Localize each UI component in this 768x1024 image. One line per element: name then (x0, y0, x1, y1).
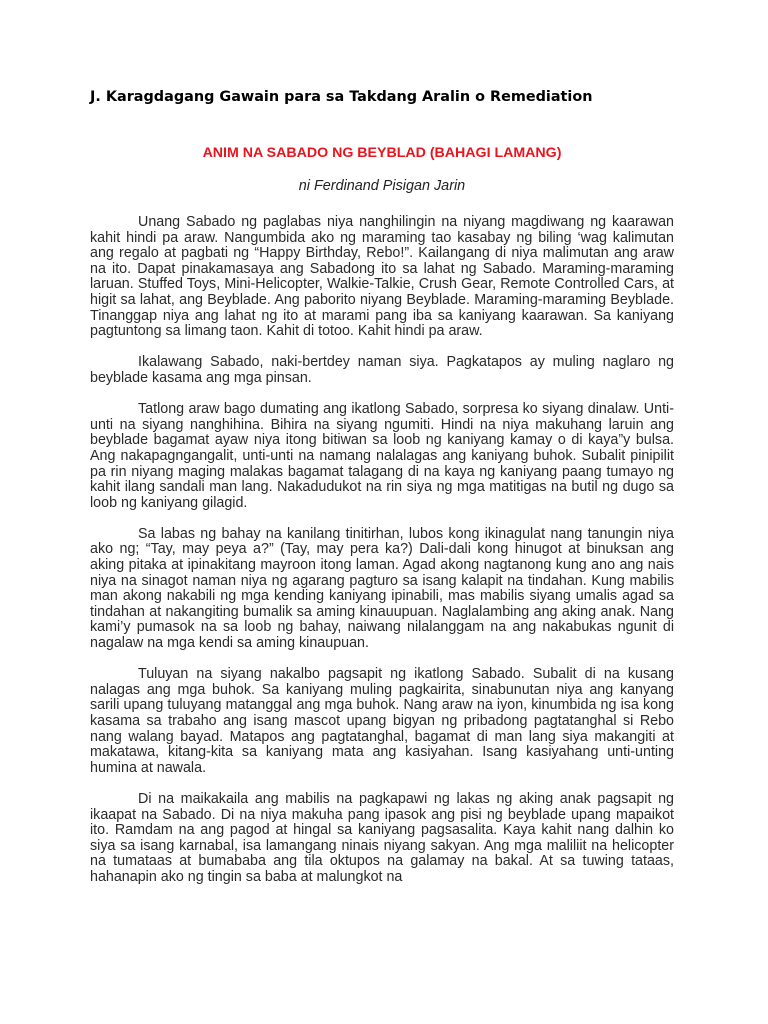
section-heading: J. Karagdagang Gawain para sa Takdang Aralin o Remediation (90, 89, 593, 105)
story-byline: ni Ferdinand Pisigan Jarin (298, 178, 466, 194)
story-paragraph: Tatlong araw bago dumating ang ikatlong Sabado, sorpresa ko siyang dinalaw. Unti-unti na siyang nanghihina. Bihira na siyang ngumiti. Hindi na niya makuhang laruin ang beyblade bagamat ayaw niya itong bitiwan sa loob ng kaniyang kamay o di kaya”y bulsa. Ang nakapagngangalit, unti-unti na namang nalalagas ang kaniyang buhok. Subalit pinipilit pa rin niyang maging malakas bagamat talagang di na kaya ng kaniyang paang tumayo ng kahit ilang sandali man lang. Nakadudukot na rin siya ng mga matitigas na butil ng dugo sa loob ng kaniyang gilagid. (90, 401, 674, 511)
story-paragraph: Sa labas ng bahay na kanilang tinitirhan, lubos kong ikinagulat nang tanungin niya ako ng; “Tay, may peya a?” (Tay, may pera ka?) Dali-dali kong hinugot at binuksan ang aking pitaka at ipinakitang mayroon itong laman. Agad akong nagtanong kung ano ang nais niya na sinagot naman niya ng agarang pagturo sa isang kalapit na tindahan. Kung mabilis man akong nakabili ng mga kending kaniyang ipinabili, mas mabilis siyang umalis agad sa tindahan at nakangiting bumalik sa aming kinauupuan. Naglalambing ang aking anak. Nang kami’y pumasok na sa loob ng bahay, naiwang nilalanggam na ang nakabukas ngunit di nagalaw na mga kendi sa aming kinaupuan. (90, 525, 674, 652)
story-title: ANIM NA SABADO NG BEYBLAD (BAHAGI LAMANG) (202, 145, 562, 161)
story-paragraph: Ikalawang Sabado, naki-bertdey naman siya. Pagkatapos ay muling naglaro ng beyblade kasama ang mga pinsan. (90, 354, 674, 386)
story-paragraph: Tuluyan na siyang nakalbo pagsapit ng ikatlong Sabado. Subalit di na kusang nalagas ang mga buhok. Sa kaniyang muling pagkairita, sinabunutan niya ang kanyang sarili upang tuluyang matanggal ang mga buhok. Nang araw na iyon, kinumbida ng isa kong kasama sa trabaho ang isang mascot upang bigyan ng pribadong pagtatanghal si Rebo nang walang bayad. Matapos ang pagtatanghal, bagamat di man lang siya makangiti at makatawa, kitang-kita sa kaniyang mata ang kasiyahan. Isang kasiyahang unti-unting humina at nawala. (90, 666, 674, 776)
story-paragraph: Unang Sabado ng paglabas niya nanghilingin na niyang magdiwang ng kaarawan kahit hindi pa araw. Nangumbida ako ng maraming tao kasabay ng biling ‘wag kalimutan ang regalo at pagbati ng “Happy Birthday, Rebo!”. Kailangang di niya malimutan ang araw na ito. Dapat pinakamasaya ang Sabadong ito sa lahat ng Sabado. Maraming-maraming laruan. Stuffed Toys, Mini-Helicopter, Walkie-Talkie, Crush Gear, Remote Controlled Cars, at higit sa lahat, ang Beyblade. Ang paborito niyang Beyblade. Maraming-maraming Beyblade. Tinanggap niya ang lahat ng ito at marami pang iba sa kaniyang kaarawan. Sa kaniyang pagtuntong sa limang taon. Kahit di totoo. Kahit hindi pa araw. (90, 215, 674, 340)
story-body (90, 215, 674, 1024)
story-paragraph: Di na maikakaila ang mabilis na pagkapawi ng lakas ng aking anak pagsapit ng ikaapat na Sabado. Di na niya makuha pang ipasok ang pisi ng beyblade upang mapaikot ito. Ramdam na ang pagod at hingal sa kaniyang pagsasalita. Kaya kahit nang dalhin ko siya sa isang karnabal, isa lamangang ninais niyang sakyan. Ang mga maliliit na helicopter na tumataas at bumababa ang tila oktupos na galamay na bakal. At sa tuwing tataas, hahanapin ako ng tingin sa baba at malungkot na (90, 790, 674, 885)
